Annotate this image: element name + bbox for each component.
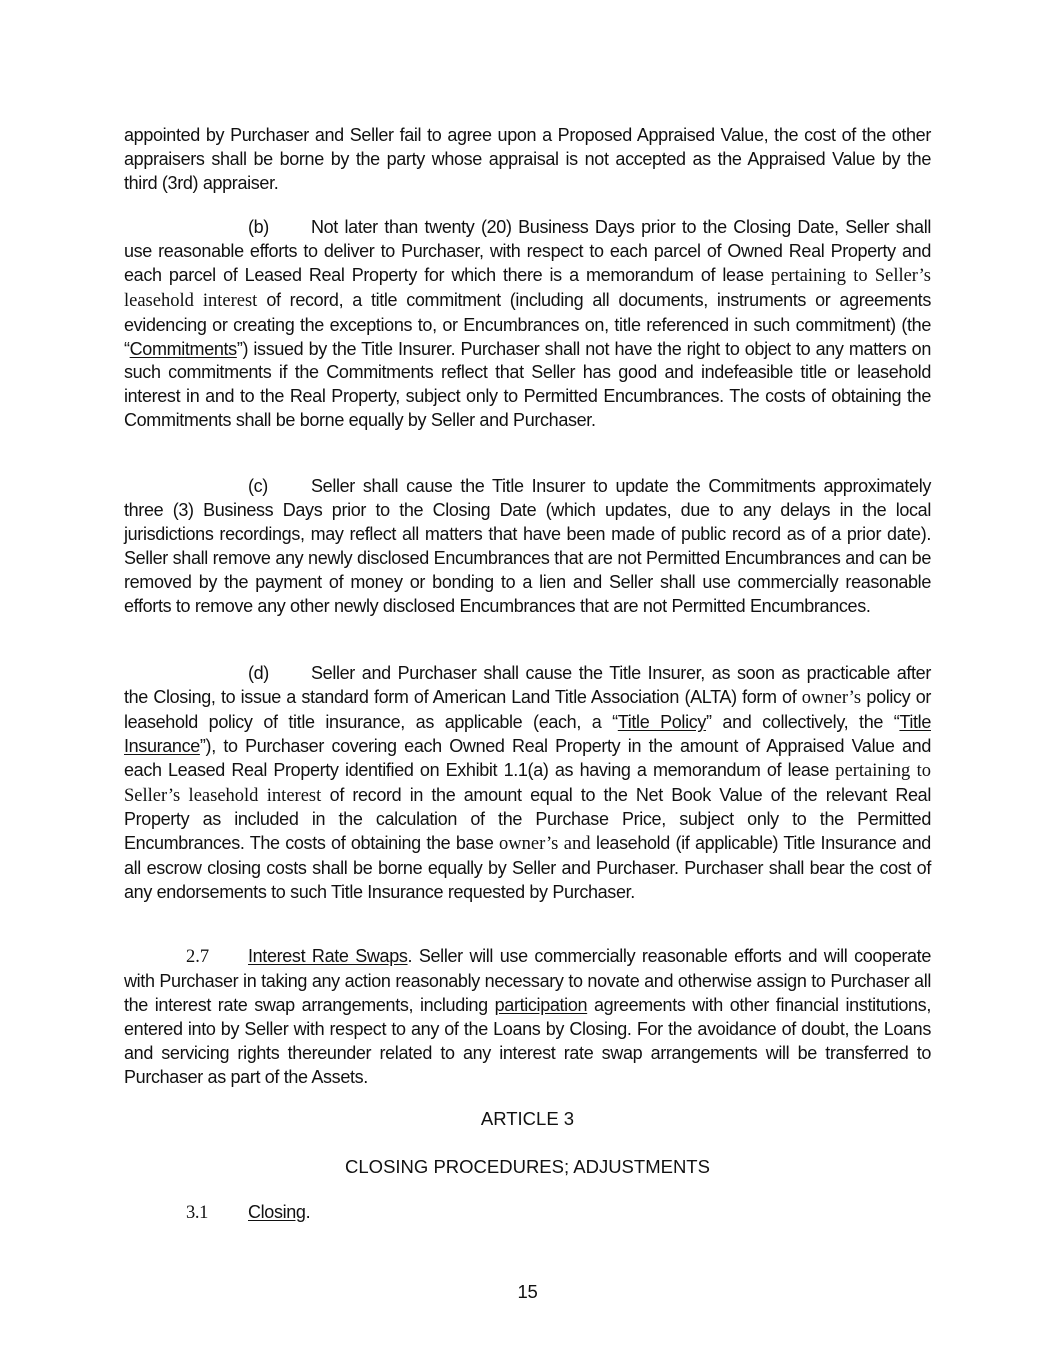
section-2-7: 2.7 Interest Rate Swaps. Seller will use commercially reasonable efforts and will cooperate with Purchaser in taking any action reasonably necessary to novate and otherwise assign to Purchaser all the interest rate swap arrangements, including participation agreements with other financial institutions, entered into by Seller with respect to any of the Loans by Closing. For the avoidance of doubt, the Loans and servicing rights thereunder related to any interest rate swap arrangements will be transferred to Purchaser as part of the Assets. [124,946,931,1087]
defined-term-title-insurance: Title Insurance [124,711,931,756]
paragraph-d: (d) Seller and Purchaser shall cause the Title Insurer, as soon as practicable after the Closing, to issue a standard form of American Land Title Association (ALTA) form of owner’s policy or leasehold policy of title insurance, as applicable (each, a “Title Policy” and collectively, the “Title Insurance”), to Purchaser covering each Owned Real Property in the amount of Appraised Value and each Leased Real Property identified on Exhibit 1.1(a) as having a memorandum of lease pertaining to Seller’s leasehold interest of record in the amount equal to the Net Book Value of the relevant Real Property as included in the calculation of the Purchase Price, subject only to the Permitted Encumbrances. The costs of obtaining the base owner’s and leasehold (if applicable) Title Insurance and all escrow closing costs shall be borne equally by Seller and Purchaser. Purchaser shall bear the cost of any endorsements to such Title Insurance requested by Purchaser. [124,663,932,903]
section-number: 2.7 [186,947,210,967]
article-subheading: CLOSING PROCEDURES; ADJUSTMENTS [345,1156,710,1177]
paragraph-c: (c) Seller shall cause the Title Insurer to update the Commitments approximately three (3) Business Days prior to the Closing Date (which updates, due to any delays in the local jurisdictions recordings, may reflect all matters that have been made of public record as of a prior date). Seller shall remove any newly disclosed Encumbrances that are not Permitted Encumbrances and can be removed by the payment of money or bonding to a lien and Seller shall use commercially reasonable efforts to remove any other newly disclosed Encumbrances that are not Permitted Encumbrances. [124,476,931,616]
paragraph-a-continuation [124,124,931,196]
underlined-term-participation: participation [494,994,588,1015]
paragraph-b: (b) Not later than twenty (20) Business Days prior to the Closing Date, Seller shall use reasonable efforts to deliver to Purchaser, with respect to each parcel of Owned Real Property and each parcel of Leased Real Property for which there is a memorandum of lease pertaining to Seller’s leasehold interest of record, a title commitment (including all documents, instruments or agreements evidencing or creating the exceptions to, or Encumbrances on, title referenced in such commitment) (the “Commitments”) issued by the Title Insurer. Purchaser shall not have the right to object to any matters on such commitments if the Commitments reflect that Seller has good and indefeasible title or leasehold interest in and to the Real Property, subject only to Permitted Encumbrances. The costs of obtaining the Commitments shall be borne equally by Seller and Purchaser. [124,217,931,431]
paragraph-text: appointed by Purchaser and Seller fail to agree upon a Proposed Appraised Value, the cost of the other appraisers shall be borne by the party whose appraisal is not accepted as the Appraised Value by the third (3rd) appraiser. [124,125,931,193]
section-3-1: 3.1 Closing. [186,1202,311,1223]
defined-term-commitments: Commitments [129,338,237,359]
paragraph-label: (c) [248,476,268,496]
paragraph-label: (b) [248,217,269,237]
article-heading: ARTICLE 3 [480,1108,575,1129]
paragraph-label: (d) [248,663,269,683]
section-title: Interest Rate Swaps [248,946,408,966]
page-number: 15 [517,1281,538,1302]
section-number: 3.1 [186,1203,209,1223]
section-title: Closing [248,1202,306,1222]
defined-term-title-policy: Title Policy [617,711,707,732]
